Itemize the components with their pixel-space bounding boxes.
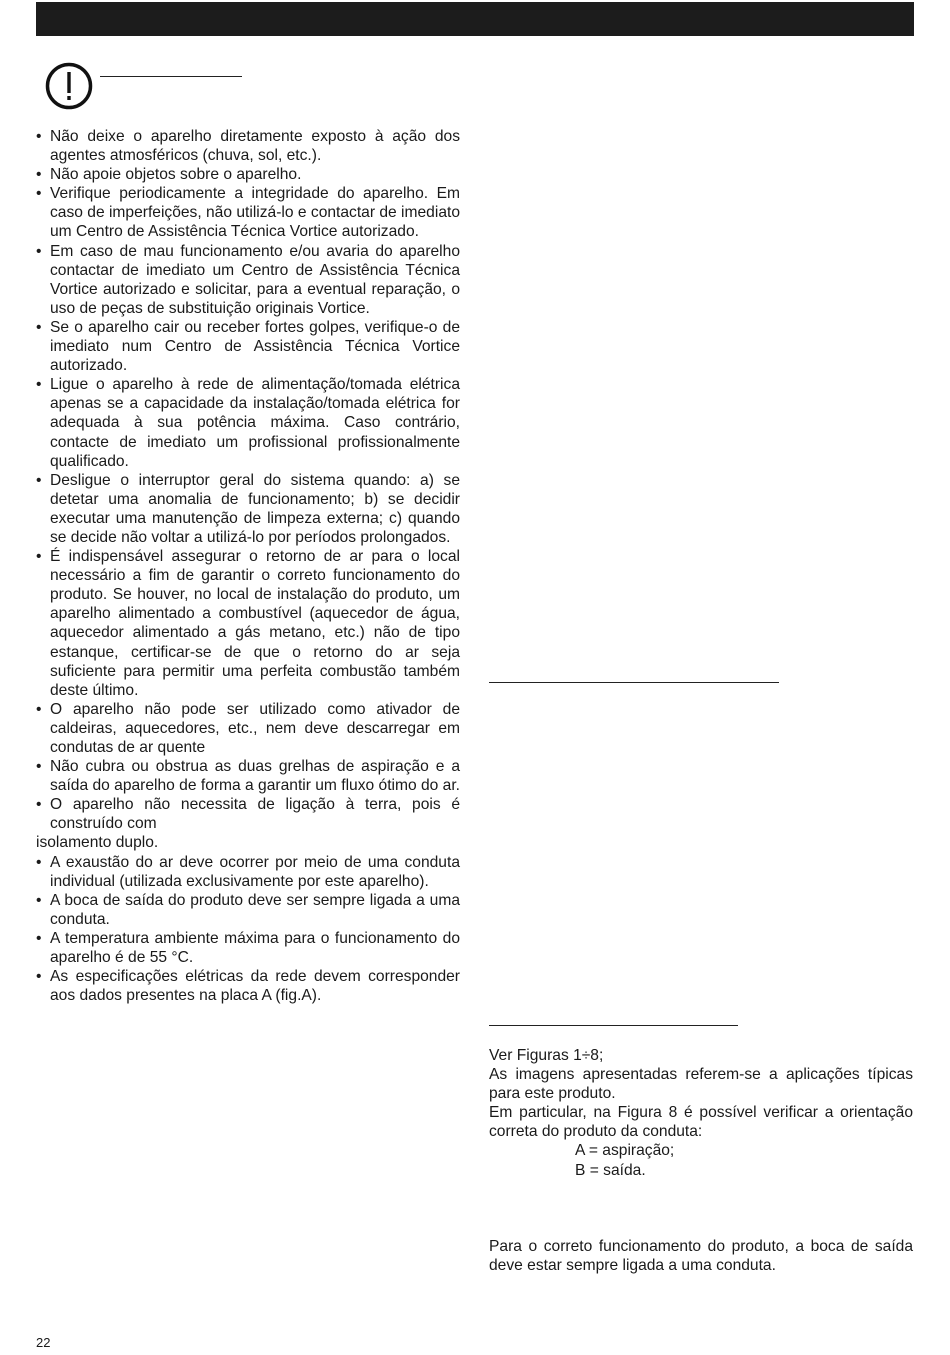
legend-b: B = saída.: [575, 1161, 646, 1179]
list-item: • Verifique periodicamente a integridade do aparelho. Em caso de imperfeições, não utilizá-lo e contactar de imediato um Centro de Assistência Técnica Vortice autorizado.: [36, 184, 460, 241]
warning-title-rule: [100, 76, 242, 77]
section-rule-upper: [489, 682, 779, 683]
list-item: • Se o aparelho cair ou receber fortes golpes, verifique-o de imediato num Centro de Assistência Técnica Vortice autorizado.: [36, 318, 460, 375]
legend-a: A = aspiração;: [575, 1142, 675, 1160]
list-item: • Não deixe o aparelho diretamente exposto à ação dos agentes atmosféricos (chuva, sol, etc.).: [36, 127, 460, 165]
list-item: • Desligue o interruptor geral do sistema quando: a) se detetar uma anomalia de funcionamento; b) se decidir executar uma manutenção de limpeza externa; c) quando se decide não voltar a utilizá-lo por períodos prolongados.: [36, 471, 460, 547]
installation-paragraph: Em particular, na Figura 8 é possível verificar a orientação correta do produto da conduta:: [489, 1104, 913, 1141]
list-item: • Ligue o aparelho à rede de alimentação/tomada elétrica apenas se a capacidade da instalação/tomada elétrica for adequada à sua potência máxima. Caso contrário, contacte de imediato um profissional profissionalmente qualificado.: [36, 375, 460, 470]
page-number: 22: [36, 1335, 51, 1350]
section-rule-lower: [489, 1025, 738, 1026]
list-item: • Em caso de mau funcionamento e/ou avaria do aparelho contactar de imediato um Centro de Assistência Técnica Vortice autorizado e solicitar, para a eventual reparação, o uso de peças de substituição originais Vortice.: [36, 242, 460, 318]
connection-paragraph: Para o correto funcionamento do produto, a boca de saída deve estar sempre ligada a uma conduta.: [489, 1238, 913, 1275]
list-item: • A temperatura ambiente máxima para o funcionamento do aparelho é de 55 °C.: [36, 929, 460, 967]
list-item: • O aparelho não pode ser utilizado como ativador de caldeiras, aquecedores, etc., nem deve descarregar em condutas de ar quente: [36, 700, 460, 757]
list-item: • É indispensável assegurar o retorno de ar para o local necessário a fim de garantir o correto funcionamento do produto. Se houver, no local de instalação do produto, um aparelho alimentado a combustível (aquecedor de água, aquecedor alimentado a gás metano, etc.) não de tipo estanque, certificar-se de que o retorno do ar seja suficiente para permitir uma perfeita combustão também deste último.: [36, 547, 460, 700]
header-bar: [36, 2, 914, 36]
figures-reference: Ver Figuras 1÷8;: [489, 1047, 604, 1064]
warning-icon: [45, 62, 93, 110]
list-item: • A exaustão do ar deve ocorrer por meio de uma conduta individual (utilizada exclusivamente por este aparelho).: [36, 853, 460, 891]
list-item: • Não cubra ou obstrua as duas grelhas de aspiração e a saída do aparelho de forma a garantir um fluxo ótimo do ar.: [36, 757, 460, 795]
list-item: • As especificações elétricas da rede devem corresponder aos dados presentes na placa A (fig.A).: [36, 967, 460, 1005]
list-item: • O aparelho não necessita de ligação à terra, pois é construído com: [36, 795, 460, 833]
connection-note: [489, 1237, 913, 1275]
list-item: • A boca de saída do produto deve ser sempre ligada a uma conduta.: [36, 891, 460, 929]
warnings-list: [36, 127, 460, 1005]
installation-text: [489, 1046, 913, 1180]
list-item: • Não apoie objetos sobre o aparelho.: [36, 165, 460, 184]
list-item-continuation: isolamento duplo.: [36, 834, 159, 852]
installation-paragraph: As imagens apresentadas referem-se a aplicações típicas para este produto.: [489, 1066, 913, 1103]
